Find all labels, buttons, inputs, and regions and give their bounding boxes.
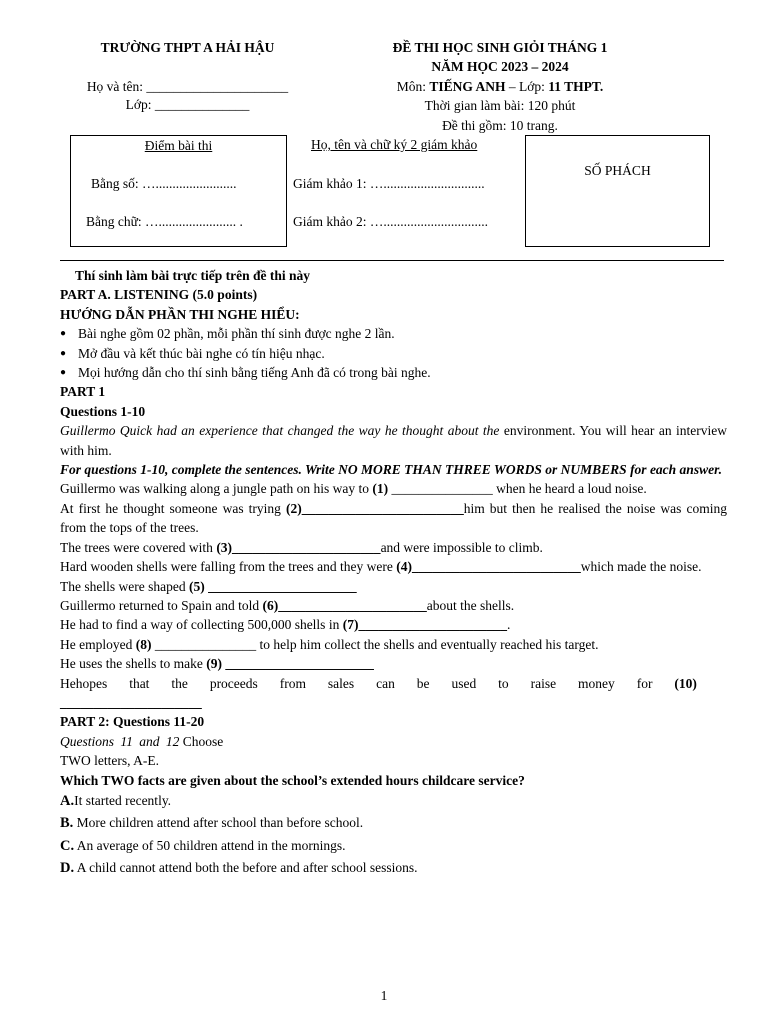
header-divider — [60, 260, 724, 261]
option-a[interactable] — [60, 791, 727, 811]
class-line: Lớp: ______________ — [125, 97, 250, 112]
code-box — [525, 135, 710, 247]
examiner-1: Giám khảo 1: ….............................. — [293, 176, 485, 191]
sentence-4 — [60, 557, 727, 576]
sentence-3-start: The trees were covered with — [60, 539, 217, 555]
sentence-2 — [60, 499, 727, 538]
subject-line — [360, 77, 640, 96]
sentence-5-start: The shells were shaped — [60, 578, 189, 594]
subject-separator: – Lớp: — [505, 79, 549, 94]
blank-5[interactable]: (5) ______________________ — [188, 578, 357, 594]
option-a-text: It started recently. — [74, 792, 172, 808]
option-b-text: More children attend after school than before school. — [73, 815, 364, 831]
sentence-7 — [60, 615, 727, 634]
school-year: NĂM HỌC 2023 – 2024 — [431, 59, 569, 74]
score-box — [70, 135, 287, 247]
sentence-8 — [60, 635, 727, 654]
code-box-label: SỐ PHÁCH — [584, 163, 651, 178]
sentence-3-end: and were impossible to climb. — [380, 539, 543, 555]
blank-10[interactable]: _____________________ — [60, 694, 202, 710]
option-a-letter: A. — [60, 792, 75, 809]
exam-pages: Đề thi gồm: 10 trang. — [442, 118, 558, 133]
blank-7[interactable]: (7)______________________ — [342, 617, 507, 633]
blank-10-number: (10) — [674, 675, 697, 691]
student-name-line: Họ và tên: _____________________ — [86, 79, 289, 94]
part2-q-italic: Questions 11 and 12 — [60, 733, 180, 749]
sentence-10-word: proceeds — [209, 675, 258, 691]
part2-question: Which TWO facts are given about the school’s extended hours childcare service? — [60, 772, 525, 788]
part1-title: PART 1 — [60, 384, 106, 400]
score-box-title: Điểm bài thi — [144, 138, 213, 153]
part2-letters: TWO letters, A-E. — [60, 753, 159, 769]
sentence-10-word: Hehopes — [60, 675, 108, 691]
blank-1[interactable]: (1) — [372, 481, 389, 497]
sentence-10-word: from — [279, 675, 306, 691]
part-a-title: PART A. LISTENING (5.0 points) — [60, 287, 258, 303]
sentence-1-start: Guillermo was walking along a jungle path on his way to — [60, 481, 373, 497]
part2-title: PART 2: Questions 11-20 — [60, 714, 205, 730]
direct-instruction: Thí sinh làm bài trực tiếp trên đề thi này — [75, 268, 310, 283]
sentence-7-start: He had to find a way of collecting 500,000 shells in — [60, 617, 343, 633]
option-d-letter: D. — [60, 860, 75, 877]
part1-intro-italic: Guillermo Quick had an experience that changed the way he thought about the — [60, 423, 500, 439]
sentence-6-end: about the shells. — [426, 597, 515, 613]
part1-intro — [60, 421, 727, 460]
sentence-3 — [60, 538, 727, 557]
score-number: Bằng số: …........................ — [91, 176, 237, 191]
option-c-text: An average of 50 children attend in the mornings. — [74, 837, 346, 853]
sentence-4-end: which made the noise. — [580, 559, 702, 575]
part1-questions: Questions 1-10 — [60, 403, 146, 419]
sentence-10 — [60, 674, 727, 693]
option-d[interactable] — [60, 858, 727, 878]
sentence-4-start: Hard wooden shells were falling from the trees and they were — [60, 559, 397, 575]
part2-question-range — [60, 732, 727, 751]
exam-title: ĐỀ THI HỌC SINH GIỎI THÁNG 1 — [392, 40, 608, 55]
guide-bullet-1: ● Bài nghe gồm 02 phần, mỗi phần thí sinh được nghe 2 lần. — [60, 324, 727, 343]
option-c[interactable] — [60, 836, 727, 856]
guide-bullet-3: ● Mọi hướng dẫn cho thí sinh bằng tiếng Anh đã có trong bài nghe. — [60, 363, 727, 382]
sentence-7-end: . — [506, 617, 511, 633]
sentence-10-word: can — [376, 675, 395, 691]
part1-intro-rest: environment. You will hear an interview with him. — [60, 423, 727, 458]
blank-8[interactable]: (8) — [135, 636, 152, 652]
sentence-10-word: raise — [530, 675, 557, 691]
sentence-10-word: money — [578, 675, 615, 691]
part1-instruction: For questions 1-10, complete the sentences. Write NO MORE THAN THREE WORDS or NUMBERS for each answer. — [60, 462, 722, 478]
blank-6[interactable]: (6)______________________ — [262, 597, 427, 613]
grade: 11 THPT. — [548, 79, 604, 94]
sentence-1-end: _______________ when he heard a loud noise. — [388, 481, 647, 497]
sentence-6 — [60, 596, 727, 615]
sentence-10-word: the — [171, 675, 188, 691]
guide-bullet-2: ● Mở đầu và kết thúc bài nghe có tín hiệu nhạc. — [60, 344, 727, 363]
subject-prefix: Môn: — [396, 79, 430, 94]
sentence-9-start: He uses the shells to make — [60, 656, 207, 672]
sentence-10-word: sales — [327, 675, 355, 691]
examiner-2: Giám khảo 2: …............................... — [293, 214, 488, 229]
page-number: 1 — [380, 988, 388, 1003]
option-b[interactable] — [60, 813, 727, 833]
sentence-10-word: to — [498, 675, 509, 691]
blank-9[interactable]: (9) ______________________ — [206, 656, 374, 672]
blank-2[interactable]: (2)________________________ — [285, 500, 464, 516]
blank-3[interactable]: (3)______________________ — [216, 539, 381, 555]
option-d-text: A child cannot attend both the before and after school sessions. — [74, 860, 418, 876]
sentence-10-word: used — [451, 675, 477, 691]
sentence-1 — [60, 479, 727, 498]
sentence-5 — [60, 577, 727, 596]
guide-title: HƯỚNG DẪN PHẦN THI NGHE HIỂU: — [60, 306, 300, 322]
score-words: Bằng chữ: …....................... . — [86, 214, 243, 229]
examiner-box-title: Họ, tên và chữ ký 2 giám khảo — [311, 137, 478, 152]
option-c-letter: C. — [60, 837, 75, 854]
blank-4[interactable]: (4)_________________________ — [396, 559, 581, 575]
sentence-10-word: for — [636, 675, 653, 691]
sentence-8-end: _______________ to help him collect the shells and eventually reached his target. — [151, 636, 599, 652]
part2-choose: Choose — [179, 733, 224, 749]
exam-time: Thời gian làm bài: 120 phút — [424, 98, 576, 113]
sentence-9 — [60, 654, 727, 673]
option-b-letter: B. — [60, 815, 74, 832]
subject: TIẾNG ANH — [429, 79, 506, 94]
sentence-10-word: be — [416, 675, 430, 691]
sentence-10-word: that — [129, 675, 150, 691]
sentence-2-start: At first he thought someone was trying — [60, 500, 286, 516]
sentence-2-end: him but then he realised the noise was coming from the tops of the trees. — [60, 500, 727, 536]
exam-content — [60, 266, 727, 879]
sentence-8-start: He employed — [60, 636, 136, 652]
school-name: TRƯỜNG THPT A HẢI HẬU — [100, 40, 275, 55]
sentence-6-start: Guillermo returned to Spain and told — [60, 597, 263, 613]
